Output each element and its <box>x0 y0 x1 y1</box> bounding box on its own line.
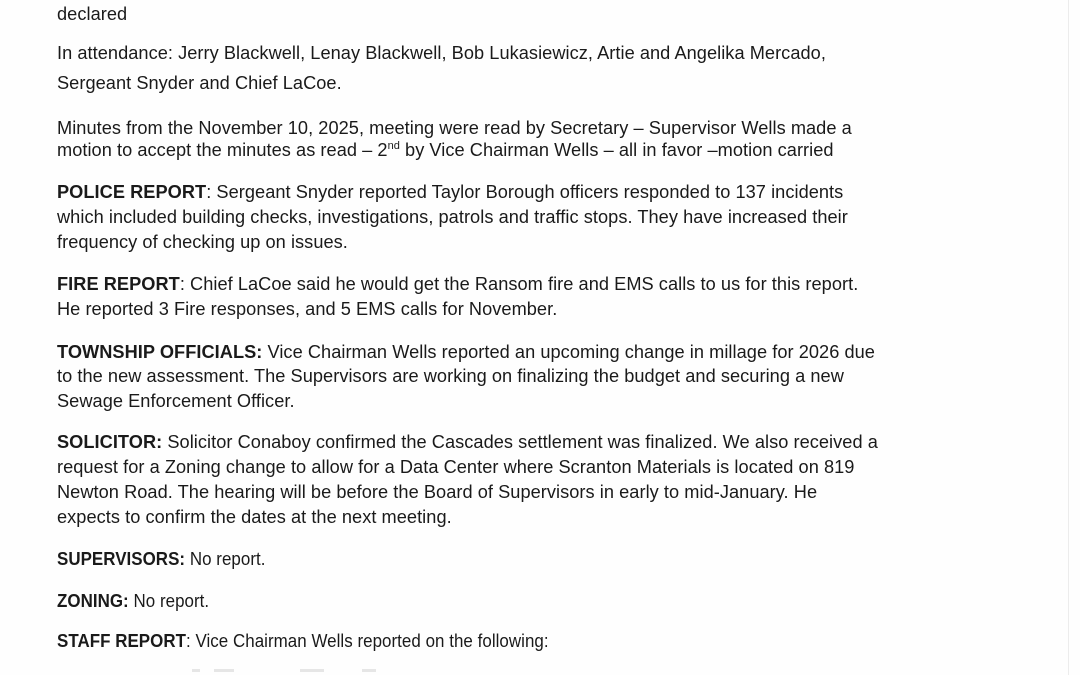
solicitor-line-2: request for a Zoning change to allow for a Data Center where Scranton Materials is located on 819 <box>57 457 855 477</box>
township-officials-heading: TOWNSHIP OFFICIALS: <box>57 342 263 362</box>
zoning-text: No report. <box>128 591 210 611</box>
police-report-line-1 <box>57 181 843 203</box>
opening-continuation: declared <box>57 4 128 24</box>
fire-report-line-1 <box>57 273 858 295</box>
minutes-line-2-text: motion to accept the minutes as read – 2 <box>57 140 388 160</box>
cutoff-text-fragment <box>362 669 376 672</box>
police-report-line-3: frequency of checking up on issues. <box>57 232 348 252</box>
solicitor-line-4: expects to confirm the dates at the next meeting. <box>57 507 452 527</box>
police-report-text: : Sergeant Snyder reported Taylor Borough officers responded to 137 incidents <box>206 182 844 202</box>
solicitor-heading: SOLICITOR: <box>57 432 163 452</box>
police-report-heading: POLICE REPORT <box>57 182 207 202</box>
township-officials-line-1 <box>57 341 875 363</box>
township-officials-line-2: to the new assessment. The Supervisors are working on finalizing the budget and securing a new <box>57 366 844 386</box>
scan-edge-line <box>1068 0 1069 675</box>
fire-report-heading: FIRE REPORT <box>57 274 180 294</box>
minutes-line-2 <box>57 139 834 161</box>
supervisors-text: No report. <box>185 549 266 569</box>
fire-report-text: : Chief LaCoe said he would get the Ransom fire and EMS calls to us for this report. <box>179 274 859 294</box>
attendance-line-1: In attendance: Jerry Blackwell, Lenay Blackwell, Bob Lukasiewicz, Artie and Angelika Mercado, <box>57 43 826 63</box>
supervisors-heading: SUPERVISORS: <box>57 549 186 569</box>
solicitor-text: Solicitor Conaboy confirmed the Cascades settlement was finalized. We also received a <box>162 432 878 452</box>
attendance-line-2: Sergeant Snyder and Chief LaCoe. <box>57 73 342 93</box>
zoning-heading: ZONING: <box>57 591 129 611</box>
zoning-section <box>57 590 209 612</box>
township-officials-line-3: Sewage Enforcement Officer. <box>57 391 295 411</box>
police-report-line-2: which included building checks, investigations, patrols and traffic stops. They have increased their <box>57 207 848 227</box>
staff-report-section <box>57 630 549 652</box>
staff-report-text: : Vice Chairman Wells reported on the following: <box>185 631 549 651</box>
supervisors-section <box>57 548 266 570</box>
minutes-line-2-rest: by Vice Chairman Wells – all in favor –motion carried <box>399 140 834 160</box>
township-officials-text: Vice Chairman Wells reported an upcoming change in millage for 2026 due <box>262 342 875 362</box>
minutes-line-1: Minutes from the November 10, 2025, meeting were read by Secretary – Supervisor Wells made a <box>57 118 852 138</box>
solicitor-line-1 <box>57 431 878 453</box>
cutoff-text-fragment <box>214 669 234 672</box>
staff-report-heading: STAFF REPORT <box>57 631 186 651</box>
fire-report-line-2: He reported 3 Fire responses, and 5 EMS calls for November. <box>57 299 558 319</box>
ordinal-suffix: nd <box>387 140 400 152</box>
cutoff-text-fragment <box>192 669 200 672</box>
cutoff-text-fragment <box>300 669 324 672</box>
solicitor-line-3: Newton Road. The hearing will be before the Board of Supervisors in early to mid-January. He <box>57 482 818 502</box>
